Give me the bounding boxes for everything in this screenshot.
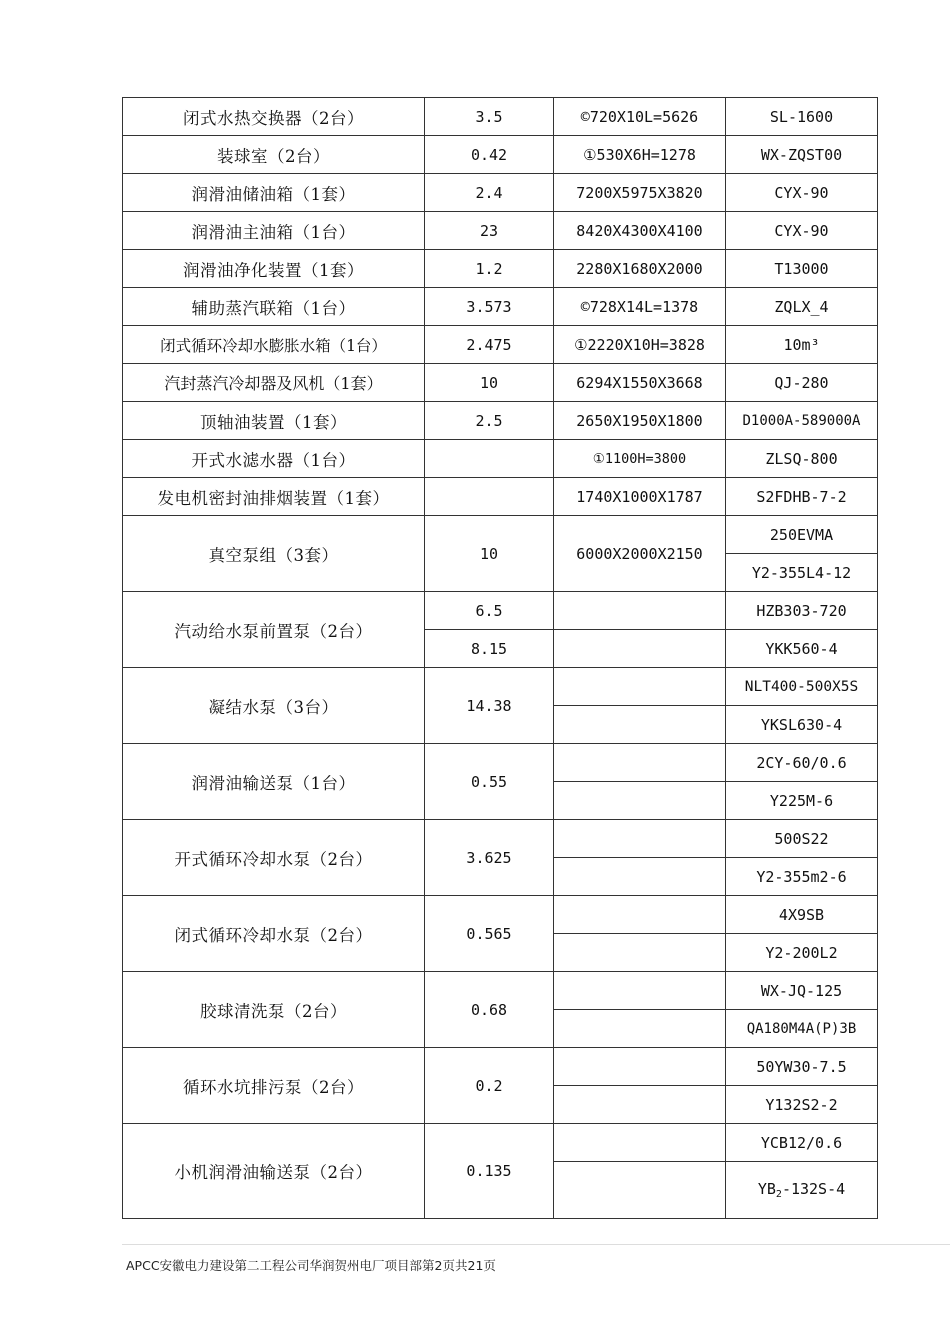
motor-model: YKSL630-4 <box>726 706 878 744</box>
equipment-model: ZQLX_4 <box>726 288 878 326</box>
equipment-model: S2FDHB-7-2 <box>726 478 878 516</box>
equipment-weight: 10 <box>425 364 554 402</box>
equipment-size: 8420X4300X4100 <box>554 212 726 250</box>
equipment-weight: 3.5 <box>425 98 554 136</box>
equipment-model: WX-ZQST00 <box>726 136 878 174</box>
equipment-weight <box>425 478 554 516</box>
equipment-weight: 0.135 <box>425 1124 554 1219</box>
equipment-size <box>554 630 726 668</box>
equipment-model: SL-1600 <box>726 98 878 136</box>
equipment-name: 辅助蒸汽联箱（1台） <box>123 288 425 326</box>
equipment-name: 闭式循环冷却水膨胀水箱（1台） <box>123 326 425 364</box>
equipment-model: CYX-90 <box>726 212 878 250</box>
motor-model: Y132S2-2 <box>726 1086 878 1124</box>
equipment-name: 汽封蒸汽冷却器及风机（1套） <box>123 364 425 402</box>
table-row <box>123 820 878 858</box>
equipment-model: D1000A-589000A <box>726 402 878 440</box>
footer-divider <box>122 1244 950 1245</box>
motor-model: Y2-355L4-12 <box>726 554 878 592</box>
table-row <box>123 288 878 326</box>
equipment-weight: 10 <box>425 516 554 592</box>
equipment-size <box>554 934 726 972</box>
equipment-weight: 14.38 <box>425 668 554 744</box>
motor-model: Y2-200L2 <box>726 934 878 972</box>
equipment-model: 250EVMA <box>726 516 878 554</box>
equipment-name: 循环水坑排污泵（2台） <box>123 1048 425 1124</box>
equipment-weight: 2.5 <box>425 402 554 440</box>
equipment-weight: 0.565 <box>425 896 554 972</box>
table-row <box>123 402 878 440</box>
equipment-name: 真空泵组（3套） <box>123 516 425 592</box>
equipment-model: WX-JQ-125 <box>726 972 878 1010</box>
equipment-name: 发电机密封油排烟装置（1套） <box>123 478 425 516</box>
equipment-name: 开式循环冷却水泵（2台） <box>123 820 425 896</box>
equipment-size: ①2220X10H=3828 <box>554 326 726 364</box>
equipment-weight: 2.475 <box>425 326 554 364</box>
equipment-size: ①1100H=3800 <box>554 440 726 478</box>
equipment-name: 润滑油储油箱（1套） <box>123 174 425 212</box>
table-row <box>123 1124 878 1162</box>
equipment-name: 汽动给水泵前置泵（2台） <box>123 592 425 668</box>
equipment-model: 10m³ <box>726 326 878 364</box>
equipment-name: 装球室（2台） <box>123 136 425 174</box>
table-row <box>123 440 878 478</box>
equipment-size: ©728X14L=1378 <box>554 288 726 326</box>
table-row <box>123 1048 878 1086</box>
equipment-size <box>554 1162 726 1219</box>
equipment-size <box>554 972 726 1010</box>
equipment-weight: 2.4 <box>425 174 554 212</box>
table-row <box>123 98 878 136</box>
equipment-weight: 0.55 <box>425 744 554 820</box>
table-row <box>123 174 878 212</box>
equipment-size <box>554 1124 726 1162</box>
equipment-name: 胶球清洗泵（2台） <box>123 972 425 1048</box>
equipment-model: HZB303-720 <box>726 592 878 630</box>
equipment-size <box>554 782 726 820</box>
equipment-model: NLT400-500X5S <box>726 668 878 706</box>
equipment-weight: 1.2 <box>425 250 554 288</box>
equipment-table <box>122 97 878 1219</box>
motor-model: Y225M-6 <box>726 782 878 820</box>
equipment-name: 顶轴油装置（1套） <box>123 402 425 440</box>
equipment-name: 凝结水泵（3台） <box>123 668 425 744</box>
table-row <box>123 668 878 706</box>
equipment-model: 2CY-60/0.6 <box>726 744 878 782</box>
equipment-size: 2280X1680X2000 <box>554 250 726 288</box>
table-row <box>123 478 878 516</box>
equipment-weight: 6.5 <box>425 592 554 630</box>
equipment-weight: 0.42 <box>425 136 554 174</box>
equipment-size: 1740X1000X1787 <box>554 478 726 516</box>
equipment-size <box>554 1048 726 1086</box>
equipment-name: 闭式水热交换器（2台） <box>123 98 425 136</box>
equipment-name: 润滑油净化装置（1套） <box>123 250 425 288</box>
equipment-model: YCB12/0.6 <box>726 1124 878 1162</box>
table-row <box>123 592 878 630</box>
equipment-model: 50YW30-7.5 <box>726 1048 878 1086</box>
equipment-model: 4X9SB <box>726 896 878 934</box>
table-row <box>123 250 878 288</box>
equipment-size <box>554 858 726 896</box>
equipment-weight: 3.573 <box>425 288 554 326</box>
equipment-name: 闭式循环冷却水泵（2台） <box>123 896 425 972</box>
equipment-size <box>554 668 726 706</box>
motor-weight: 8.15 <box>425 630 554 668</box>
equipment-model: T13000 <box>726 250 878 288</box>
equipment-size: 6000X2000X2150 <box>554 516 726 592</box>
equipment-name: 小机润滑油输送泵（2台） <box>123 1124 425 1219</box>
equipment-name: 润滑油输送泵（1台） <box>123 744 425 820</box>
equipment-size <box>554 1010 726 1048</box>
table-row <box>123 744 878 782</box>
equipment-weight <box>425 440 554 478</box>
equipment-weight: 23 <box>425 212 554 250</box>
motor-model: $YB_2-132S-4$ <box>726 1162 878 1219</box>
equipment-size <box>554 592 726 630</box>
equipment-size: 6294X1550X3668 <box>554 364 726 402</box>
equipment-model: QJ-280 <box>726 364 878 402</box>
equipment-size: 2650X1950X1800 <box>554 402 726 440</box>
motor-model: YKK560-4 <box>726 630 878 668</box>
table-row <box>123 326 878 364</box>
equipment-name: 开式水滤水器（1台） <box>123 440 425 478</box>
equipment-size <box>554 706 726 744</box>
equipment-model: ZLSQ-800 <box>726 440 878 478</box>
page-footer: APCC安徽电力建设第二工程公司华润贺州电厂项目部第2页共21页 <box>126 1258 496 1273</box>
equipment-weight: 3.625 <box>425 820 554 896</box>
equipment-size: 7200X5975X3820 <box>554 174 726 212</box>
equipment-size: ©720X10L=5626 <box>554 98 726 136</box>
table-row <box>123 364 878 402</box>
equipment-model: CYX-90 <box>726 174 878 212</box>
equipment-size <box>554 896 726 934</box>
table-row <box>123 212 878 250</box>
equipment-weight: 0.2 <box>425 1048 554 1124</box>
equipment-size: ①530X6H=1278 <box>554 136 726 174</box>
equipment-name: 润滑油主油箱（1台） <box>123 212 425 250</box>
equipment-size <box>554 1086 726 1124</box>
table-row <box>123 972 878 1010</box>
equipment-weight: 0.68 <box>425 972 554 1048</box>
table-row <box>123 896 878 934</box>
table-row <box>123 136 878 174</box>
equipment-size <box>554 744 726 782</box>
equipment-size <box>554 820 726 858</box>
motor-model: QA180M4A(P)3B <box>726 1010 878 1048</box>
table-row <box>123 516 878 554</box>
motor-model: Y2-355m2-6 <box>726 858 878 896</box>
equipment-model: 500S22 <box>726 820 878 858</box>
